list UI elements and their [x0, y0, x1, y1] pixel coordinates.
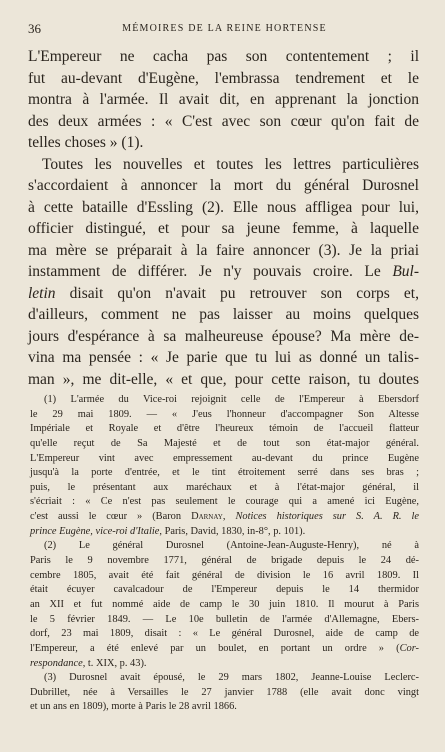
- body-line: jours d'espérance à sa malheureuse épouse? Ma mère de-: [28, 327, 419, 345]
- footnote-line: cembre 1805, avait été fait général de division le 16 avril 1809. Il: [30, 569, 419, 581]
- book-title: Notices historiques sur S. A. R. le: [235, 511, 420, 523]
- body-text: [28, 46, 419, 390]
- book-title: prince Eugène, vice-roi d'Italie: [30, 525, 160, 537]
- footnote-line: an XII et fut nommé aide de camp le 30 juin 1810. Il mourut à Paris: [30, 598, 419, 610]
- footnote-line: L'Empereur vint avec empressement au-devant du prince Eugène: [30, 452, 419, 464]
- footnote-line: était écuyer cavalcadour de l'Empereur depuis le 14 thermidor: [30, 584, 419, 596]
- footnote-text: ,: [222, 511, 236, 523]
- footnote-line: dorf, 23 mai 1809, disait : « Le général Durosnel, aide de camp de: [30, 628, 419, 640]
- body-line: fut au-devant d'Eugène, l'embrassa tendrement et le: [28, 69, 419, 87]
- footnote-text: , Paris, David, 1830, in-8°, p. 101).: [159, 525, 306, 537]
- footnote-line: (3) Durosnel avait épousé, le 29 mars 1802, Jeanne-Louise Leclerc-: [44, 672, 419, 684]
- footnote-line: et un ans en 1809), morte à Paris le 28 avril 1866.: [30, 701, 237, 713]
- book-title: Cor-: [399, 642, 419, 654]
- italic-word: Bul-: [392, 263, 419, 280]
- footnote-line: qu'elle reçut de Sa Majesté et de tout son état-major général.: [30, 437, 419, 449]
- footnote-3: [30, 671, 419, 715]
- footnote-line: (2) Le général Durosnel (Antoine-Jean-Auguste-Henry), né à: [44, 540, 419, 552]
- footnote-text: , t. XIX, p. 43).: [82, 657, 147, 669]
- footnote-line: le 5 février 1849. — Le 10e bulletin de l'armée d'Allemagne, Ebers-: [30, 613, 419, 625]
- body-line: s'accordaient à annoncer la mort du général Durosnel: [28, 177, 419, 194]
- body-line: instamment de différer. Je n'y pouvais croire. Le Bul-: [28, 263, 419, 280]
- footnote-text: c'est aussi le cœur » (Baron: [30, 511, 192, 523]
- footnote-line: [30, 642, 419, 657]
- italic-word: letin: [28, 284, 56, 302]
- footnote-line: Dubrillet, née à Versailles le 27 janvier 1788 (elle avait donc vingt: [30, 686, 419, 698]
- body-line: L'Empereur ne cacha pas son contentement ; il: [28, 48, 419, 65]
- footnote-line: Paris le 9 novembre 1771, général de brigade depuis le 24 dé-: [30, 555, 419, 567]
- footnote-line: (1) L'armée du Vice-roi rejoignit celle de l'Empereur à Ebersdorf: [44, 394, 419, 405]
- book-title: respondance: [30, 657, 83, 669]
- page-header: [28, 21, 421, 39]
- footnote-1: [30, 393, 419, 539]
- footnote-line: le 29 mai 1809. — « J'eus l'honneur d'accompagner Son Altesse: [30, 408, 419, 420]
- page-number: 36: [28, 21, 41, 36]
- footnote-line: puis, le présentant aux maréchaux et à l'état-major général, il: [30, 481, 419, 493]
- body-line: des deux armées : « C'est avec son cœur qu'on fait de: [28, 112, 419, 130]
- footnote-2: [30, 539, 419, 671]
- body-line: telles choses » (1).: [28, 134, 144, 151]
- footnote-line: [30, 657, 419, 672]
- body-line: ma mère se préparait à la faire annoncer (3). Je la priai: [28, 241, 419, 259]
- author-name: Darnay: [191, 511, 223, 523]
- body-line: Toutes les nouvelles et toutes les lettres particulières: [42, 155, 419, 173]
- body-line: à cette bataille d'Essling (2). Elle nous affligea pour lui,: [28, 198, 419, 216]
- footnote-line: jusqu'à la porte d'entrée, et le tint étroitement serré dans ses bras ;: [30, 467, 419, 479]
- running-head: MÉMOIRES DE LA REINE HORTENSE: [122, 23, 327, 34]
- footnote-line: [30, 525, 419, 540]
- footnote-text: l'Empereur, a été enlevé par un boulet, en portant un ordre » (: [30, 642, 400, 654]
- footnotes: [30, 393, 419, 715]
- footnote-line: s'écriait : « Ce n'est pas seulement le courage qui a amené ici Eugène,: [30, 496, 419, 508]
- footnote-line: [30, 510, 419, 525]
- body-line: letin disait qu'on n'avait pu retrouver son corps et,: [28, 284, 419, 302]
- body-line: montra à l'armée. Il avait dit, en apprenant la jonction: [28, 91, 419, 108]
- body-line: officier distingué, et pour sa jeune femme, à laquelle: [28, 220, 419, 237]
- body-line: d'ailleurs, comment ne pas laisser au moins quelques: [28, 306, 419, 323]
- body-line: vina ma pensée : « Je parie que tu lui as donné un talis-: [28, 349, 419, 366]
- body-line: man », me dit-elle, « et que, pour cette raison, tu doutes: [28, 370, 419, 388]
- footnote-line: Impériale et Royale et d'être l'heureux témoin de l'accueil flatteur: [30, 423, 419, 435]
